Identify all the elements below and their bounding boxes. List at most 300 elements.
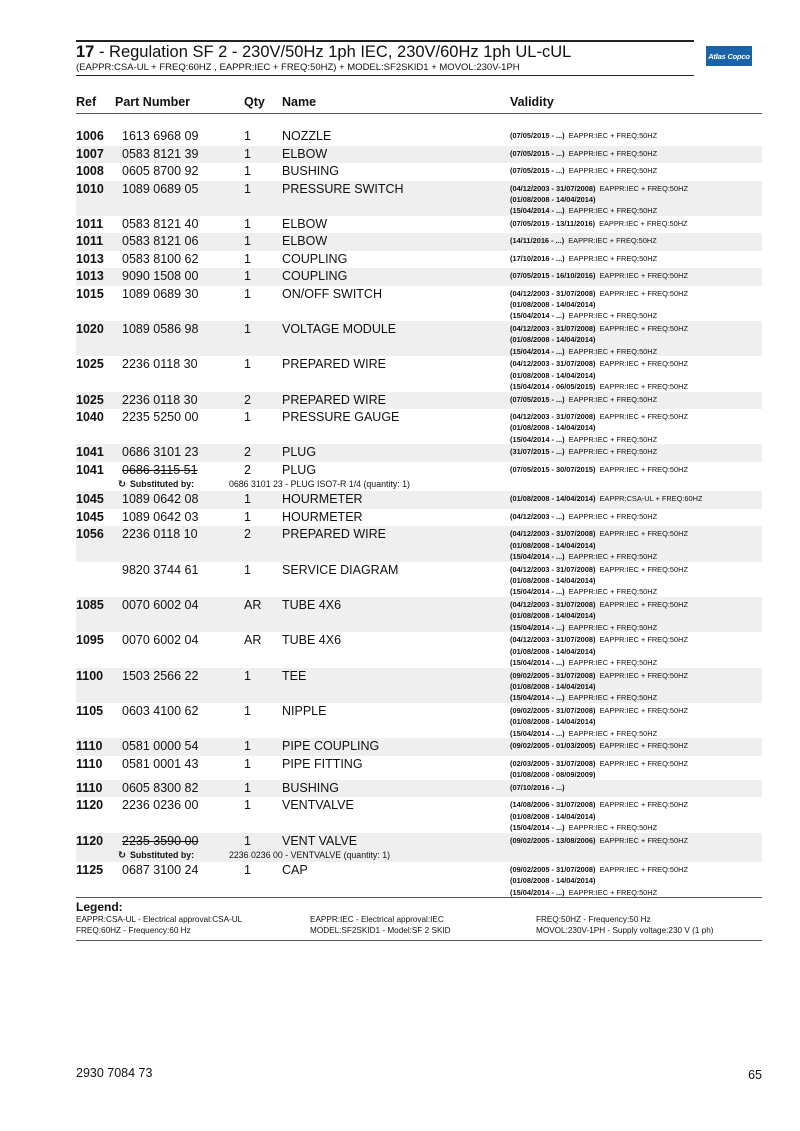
validity-line (510, 782, 569, 793)
validity-line (510, 716, 688, 727)
qty-cell: 1 (244, 251, 251, 266)
validity-date: (15/04/2014 - ...) (510, 587, 565, 597)
validity-date: (01/08/2008 - 14/04/2014) (510, 681, 596, 691)
validity-date: (01/08/2008 - 14/04/2014) (510, 194, 596, 204)
validity-line (510, 446, 657, 457)
name-cell: NIPPLE (282, 703, 327, 718)
validity-condition: EAPPR:IEC + FREQ:50HZ (568, 253, 658, 263)
validity-condition: EAPPR:IEC + FREQ:50HZ (568, 311, 658, 321)
part-number-cell: 0583 8121 39 (122, 146, 199, 161)
ref-cell: 1013 (76, 269, 104, 284)
validity-line (510, 358, 688, 369)
table-row (76, 526, 762, 561)
validity-date: (01/08/2008 - 14/04/2014) (510, 646, 596, 656)
part-number-cell: 2236 0236 00 (122, 798, 199, 813)
qty-cell: 1 (244, 780, 251, 795)
legend (76, 897, 762, 941)
qty-cell: 1 (244, 146, 251, 161)
atlas-copco-logo (706, 46, 752, 66)
validity-line (510, 270, 688, 281)
validity-line (510, 540, 688, 551)
validity-condition: EAPPR:IEC + FREQ:50HZ (568, 822, 658, 832)
name-cell: PREPARED WIRE (282, 357, 386, 372)
name-cell: COUPLING (282, 269, 348, 284)
page-subtitle: (EAPPR:CSA-UL + FREQ:60HZ , EAPPR:IEC + FREQ:50HZ) + MODEL:SF2SKID1 + MOVOL:230V-1PH (76, 62, 520, 73)
validity-cell (510, 130, 657, 141)
part-number-cell: 1089 0689 05 (122, 181, 199, 196)
table-row (76, 128, 762, 146)
validity-condition: EAPPR:IEC + FREQ:50HZ (568, 434, 658, 444)
table-row (76, 597, 762, 632)
table-row (76, 181, 762, 216)
validity-date: (15/04/2014 - ...) (510, 822, 565, 832)
table-row (76, 797, 762, 832)
part-number-cell: 2236 0118 30 (122, 392, 198, 407)
validity-line (510, 464, 688, 475)
part-number-cell: 0581 0001 43 (122, 756, 199, 771)
validity-condition: EAPPR:IEC + FREQ:50HZ (568, 148, 658, 158)
validity-cell (510, 446, 657, 457)
validity-date: (01/08/2008 - 14/04/2014) (510, 423, 596, 433)
validity-line (510, 411, 688, 422)
ref-cell: 1045 (76, 492, 104, 507)
validity-date: (07/05/2015 - ...) (510, 131, 565, 140)
validity-condition: EAPPR:IEC + FREQ:50HZ (599, 464, 688, 474)
validity-condition: EAPPR:IEC + FREQ:50HZ (599, 529, 688, 539)
validity-date: (07/05/2015 - 13/11/2016) (510, 218, 596, 228)
validity-date: (15/04/2014 - ...) (510, 311, 565, 321)
validity-condition: EAPPR:IEC + FREQ:50HZ (599, 835, 688, 845)
validity-date: (04/12/2003 - 31/07/2008) (510, 635, 596, 645)
validity-cell (510, 148, 657, 159)
part-number-cell: 1089 0586 98 (122, 322, 199, 337)
validity-line (510, 346, 688, 357)
validity-line (510, 511, 657, 522)
legend-item: FREQ:50HZ - Frequency:50 Hz (536, 915, 651, 924)
validity-date: (04/12/2003 - 31/07/2008) (510, 412, 596, 422)
substituted-by-label (118, 850, 194, 861)
validity-date: (09/02/2005 - 31/07/2008) (510, 705, 596, 715)
part-number-cell: 1089 0642 08 (122, 492, 199, 507)
legend-grid (76, 914, 762, 940)
ref-cell: 1125 (76, 863, 104, 878)
validity-cell (510, 670, 688, 704)
validity-date: (15/04/2014 - ...) (510, 346, 565, 356)
validity-cell (510, 183, 688, 217)
col-part-number: Part Number (115, 95, 191, 109)
name-cell: TUBE 4X6 (282, 598, 342, 613)
validity-cell (510, 493, 703, 504)
table-row (76, 632, 762, 667)
validity-line (510, 835, 688, 846)
validity-date: (15/04/2014 - ...) (510, 657, 565, 667)
part-number-cell: 2235 3590 00 (122, 833, 199, 848)
validity-condition: EAPPR:IEC + FREQ:50HZ (599, 359, 688, 369)
part-number-cell: 0583 8121 06 (122, 234, 199, 249)
validity-date: (07/05/2015 - ...) (510, 148, 565, 158)
table-header (76, 95, 762, 114)
validity-condition: EAPPR:IEC + FREQ:50HZ (568, 394, 658, 404)
part-number-cell: 9820 3744 61 (122, 562, 199, 577)
name-cell: PIPE FITTING (282, 756, 363, 771)
validity-line (510, 575, 688, 586)
validity-cell (510, 165, 657, 176)
validity-line (510, 692, 688, 703)
validity-line (510, 235, 657, 246)
validity-date: (07/05/2015 - 16/10/2016) (510, 271, 596, 281)
validity-date: (07/05/2015 - 30/07/2015) (510, 464, 596, 474)
qty-cell: 1 (244, 833, 251, 848)
validity-cell (510, 323, 688, 357)
name-cell: VENTVALVE (282, 798, 354, 813)
validity-condition: EAPPR:IEC + FREQ:50HZ (599, 758, 688, 768)
name-cell: PRESSURE SWITCH (282, 181, 404, 196)
part-number-cell: 0603 4100 62 (122, 703, 199, 718)
validity-cell (510, 564, 688, 598)
validity-condition: EAPPR:IEC + FREQ:50HZ (599, 324, 688, 334)
ref-cell: 1020 (76, 322, 104, 337)
validity-condition: EAPPR:IEC + FREQ:50HZ (599, 865, 688, 875)
validity-cell (510, 758, 688, 781)
part-number-cell: 9090 1508 00 (122, 269, 199, 284)
page-title (76, 43, 696, 62)
qty-cell: 1 (244, 164, 251, 178)
validity-line (510, 194, 688, 205)
legend-item: MOVOL:230V-1PH - Supply voltage:230 V (1 ph) (536, 926, 714, 935)
qty-cell: 1 (244, 492, 251, 507)
table-row (76, 409, 762, 444)
validity-date: (07/05/2015 - ...) (510, 394, 565, 404)
validity-line (510, 681, 688, 692)
qty-cell: 1 (244, 181, 251, 196)
validity-date: (14/08/2006 - 31/07/2008) (510, 800, 596, 810)
validity-line (510, 799, 688, 810)
part-number-cell: 1613 6968 09 (122, 129, 199, 143)
validity-cell (510, 782, 569, 793)
name-cell: ON/OFF SWITCH (282, 286, 382, 301)
validity-line (510, 875, 688, 886)
validity-condition: EAPPR:IEC + FREQ:50HZ (568, 622, 658, 632)
page-number: 65 (748, 1068, 762, 1082)
validity-condition: EAPPR:IEC + FREQ:50HZ (599, 800, 688, 810)
ref-cell: 1041 (76, 462, 104, 477)
col-name: Name (282, 95, 317, 109)
name-cell: PLUG (282, 462, 317, 477)
validity-cell (510, 740, 688, 751)
qty-cell: 1 (244, 129, 251, 143)
validity-date: (15/04/2014 - ...) (510, 552, 565, 562)
qty-cell: AR (244, 598, 262, 613)
validity-date: (15/04/2014 - ...) (510, 887, 565, 897)
validity-date: (01/08/2008 - 14/04/2014) (510, 811, 596, 821)
part-number-cell: 1089 0642 03 (122, 509, 199, 524)
validity-date: (14/11/2016 - ...) (510, 236, 565, 246)
name-cell: TEE (282, 668, 307, 683)
ref-cell: 1011 (76, 216, 104, 231)
qty-cell: AR (244, 633, 262, 648)
validity-cell (510, 705, 688, 739)
legend-top-rule (76, 897, 762, 898)
qty-cell: 2 (244, 392, 251, 407)
validity-date: (07/05/2015 - ...) (510, 166, 565, 175)
validity-condition: EAPPR:IEC + FREQ:50HZ (568, 131, 658, 140)
validity-date: (15/04/2014 - ...) (510, 693, 565, 703)
validity-date: (15/04/2014 - ...) (510, 728, 565, 738)
validity-date: (04/12/2003 - 31/07/2008) (510, 564, 596, 574)
substituted-label-text: Substituted by: (130, 479, 195, 490)
validity-line (510, 622, 688, 633)
table-row (76, 392, 762, 410)
validity-line (510, 811, 688, 822)
ref-cell: 1041 (76, 445, 104, 460)
table-row (76, 216, 762, 234)
name-cell: CAP (282, 863, 308, 878)
validity-line (510, 434, 688, 445)
validity-date: (17/10/2016 - ...) (510, 253, 565, 263)
validity-line (510, 551, 688, 562)
name-cell: BUSHING (282, 164, 339, 178)
ref-cell: 1110 (76, 756, 103, 771)
name-cell: HOURMETER (282, 492, 363, 507)
validity-line (510, 657, 688, 668)
validity-condition: EAPPR:IEC + FREQ:50HZ (568, 693, 658, 703)
logo-text: Atlas Copco (708, 51, 750, 61)
validity-date: (09/02/2005 - 13/08/2006) (510, 835, 596, 845)
qty-cell: 1 (244, 357, 251, 372)
validity-line (510, 370, 688, 381)
validity-cell (510, 511, 657, 522)
table-row (76, 163, 762, 181)
validity-line (510, 422, 688, 433)
validity-date: (01/08/2008 - 14/04/2014) (510, 611, 596, 621)
legend-item: EAPPR:IEC - Electrical approval:IEC (310, 915, 444, 924)
validity-line (510, 130, 657, 141)
validity-line (510, 599, 688, 610)
validity-date: (04/12/2003 - ...) (510, 511, 565, 521)
qty-cell: 1 (244, 863, 251, 878)
validity-condition: EAPPR:CSA-UL + FREQ:60HZ (599, 494, 703, 504)
validity-date: (04/12/2003 - 31/07/2008) (510, 183, 596, 193)
ref-cell: 1011 (76, 234, 104, 249)
part-number-cell: 0583 8100 62 (122, 251, 199, 266)
validity-cell (510, 411, 688, 445)
validity-cell (510, 799, 688, 833)
validity-date: (09/02/2005 - 31/07/2008) (510, 865, 596, 875)
validity-date: (04/12/2003 - 31/07/2008) (510, 359, 596, 369)
ref-cell: 1095 (76, 633, 104, 648)
refresh-icon: ↻ (118, 479, 126, 491)
validity-date: (01/08/2008 - 14/04/2014) (510, 494, 596, 504)
validity-condition: EAPPR:IEC + FREQ:50HZ (599, 564, 688, 574)
qty-cell: 1 (244, 286, 251, 301)
name-cell: PRESSURE GAUGE (282, 410, 400, 425)
ref-cell: 1085 (76, 598, 104, 613)
validity-condition: EAPPR:IEC + FREQ:50HZ (599, 741, 688, 751)
parts-table (76, 128, 762, 897)
validity-date: (09/02/2005 - 01/03/2005) (510, 741, 596, 751)
validity-date: (01/08/2008 - 14/04/2014) (510, 335, 596, 345)
ref-cell: 1040 (76, 410, 104, 425)
validity-condition: EAPPR:IEC + FREQ:50HZ (599, 288, 688, 298)
validity-line (510, 334, 688, 345)
table-row (76, 833, 762, 863)
ref-cell: 1007 (76, 146, 104, 161)
legend-bottom-rule (76, 940, 762, 941)
validity-cell (510, 288, 688, 322)
validity-line (510, 183, 688, 194)
validity-line (510, 728, 688, 739)
validity-cell (510, 270, 688, 281)
name-cell: VENT VALVE (282, 833, 358, 848)
validity-date: (01/08/2008 - 08/09/2009) (510, 770, 596, 780)
qty-cell: 2 (244, 445, 251, 460)
table-row (76, 146, 762, 164)
table-row (76, 251, 762, 269)
validity-cell (510, 358, 688, 392)
validity-line (510, 323, 688, 334)
legend-item: FREQ:60HZ - Frequency:60 Hz (76, 926, 191, 935)
validity-line (510, 634, 688, 645)
table-row (76, 668, 762, 703)
title-number: 17 (76, 43, 95, 61)
page-header (76, 40, 696, 76)
validity-condition: EAPPR:IEC + FREQ:50HZ (568, 236, 657, 246)
validity-condition: EAPPR:IEC + FREQ:50HZ (599, 600, 688, 610)
validity-cell (510, 599, 688, 633)
validity-condition: EAPPR:IEC + FREQ:50HZ (599, 271, 688, 281)
validity-cell (510, 835, 688, 846)
name-cell: PLUG (282, 445, 317, 460)
name-cell: NOZZLE (282, 129, 332, 143)
table-row (76, 562, 762, 597)
table-row (76, 780, 762, 798)
substituted-by-label (118, 479, 194, 490)
name-cell: VOLTAGE MODULE (282, 322, 397, 337)
validity-date: (15/04/2014 - ...) (510, 434, 565, 444)
validity-line (510, 299, 688, 310)
ref-cell: 1008 (76, 164, 104, 178)
substitute-part-text: 2236 0236 00 - VENTVALVE (quantity: 1) (229, 850, 391, 861)
name-cell: PREPARED WIRE (282, 527, 386, 542)
validity-date: (01/08/2008 - 14/04/2014) (510, 300, 596, 310)
validity-line (510, 586, 688, 597)
table-row (76, 268, 762, 286)
name-cell: PIPE COUPLING (282, 739, 380, 754)
qty-cell: 1 (244, 756, 251, 771)
document-number: 2930 7084 73 (76, 1066, 153, 1080)
name-cell: ELBOW (282, 216, 328, 231)
part-number-cell: 0070 6002 04 (122, 633, 199, 648)
validity-condition: EAPPR:IEC + FREQ:50HZ (568, 552, 658, 562)
part-number-cell: 0686 3101 23 (122, 445, 199, 460)
validity-condition: EAPPR:IEC + FREQ:50HZ (599, 183, 688, 193)
validity-line (510, 310, 688, 321)
ref-cell: 1105 (76, 703, 104, 718)
validity-line (510, 205, 688, 216)
validity-line (510, 218, 688, 229)
validity-date: (15/04/2014 - ...) (510, 622, 565, 632)
validity-condition: EAPPR:IEC + FREQ:50HZ (568, 657, 658, 667)
part-number-cell: 0687 3100 24 (122, 863, 199, 878)
legend-item: EAPPR:CSA-UL - Electrical approval:CSA-UL (76, 915, 243, 924)
validity-condition: EAPPR:IEC + FREQ:50HZ (568, 587, 658, 597)
validity-condition: EAPPR:IEC + FREQ:50HZ (568, 346, 658, 356)
ref-cell: 1100 (76, 668, 104, 683)
part-number-cell: 0605 8700 92 (122, 164, 199, 178)
ref-cell: 1120 (76, 833, 104, 848)
validity-condition: EAPPR:IEC + FREQ:50HZ (568, 206, 658, 216)
validity-line (510, 253, 657, 264)
validity-line (510, 165, 657, 176)
ref-cell: 1025 (76, 357, 104, 372)
part-number-cell: 0605 8300 82 (122, 780, 199, 795)
validity-date: (02/03/2005 - 31/07/2008) (510, 758, 596, 768)
table-row (76, 738, 762, 756)
ref-cell: 1010 (76, 181, 104, 196)
table-row (76, 703, 762, 738)
validity-line (510, 705, 688, 716)
validity-line (510, 394, 657, 405)
qty-cell: 1 (244, 798, 251, 813)
title-text: - Regulation SF 2 - 230V/50Hz 1ph IEC, 230V/60Hz 1ph UL-cUL (94, 43, 572, 61)
validity-cell (510, 464, 688, 475)
col-validity: Validity (510, 95, 554, 109)
validity-date: (01/08/2008 - 14/04/2014) (510, 370, 596, 380)
validity-line (510, 381, 688, 392)
validity-line (510, 646, 688, 657)
part-number-cell: 2236 0118 30 (122, 357, 198, 372)
qty-cell: 1 (244, 410, 251, 425)
name-cell: COUPLING (282, 251, 348, 266)
col-qty: Qty (244, 95, 265, 109)
validity-line (510, 758, 688, 769)
qty-cell: 1 (244, 739, 251, 754)
validity-date: (15/04/2014 - ...) (510, 206, 565, 216)
table-row (76, 286, 762, 321)
ref-cell: 1110 (76, 780, 103, 795)
validity-line (510, 769, 688, 780)
validity-condition: EAPPR:IEC + FREQ:50HZ (568, 511, 658, 521)
validity-date: (09/02/2005 - 31/07/2008) (510, 670, 596, 680)
validity-condition: EAPPR:IEC + FREQ:50HZ (568, 447, 658, 457)
qty-cell: 1 (244, 703, 251, 718)
validity-date: (04/12/2003 - 31/07/2008) (510, 600, 596, 610)
validity-date: (15/04/2014 - 06/05/2015) (510, 381, 596, 391)
validity-cell (510, 253, 657, 264)
qty-cell: 1 (244, 216, 251, 231)
refresh-icon: ↻ (118, 850, 126, 862)
qty-cell: 1 (244, 269, 251, 284)
validity-condition: EAPPR:IEC + FREQ:50HZ (568, 728, 658, 738)
substitute-part-text: 0686 3101 23 - PLUG ISO7-R 1/4 (quantity: 1) (229, 479, 410, 490)
validity-date: (01/08/2008 - 14/04/2014) (510, 540, 596, 550)
part-number-cell: 1089 0689 30 (122, 286, 199, 301)
validity-date: (04/12/2003 - 31/07/2008) (510, 529, 596, 539)
validity-cell (510, 235, 657, 246)
validity-condition: EAPPR:IEC + FREQ:50HZ (599, 381, 688, 391)
name-cell: SERVICE DIAGRAM (282, 562, 399, 577)
ref-cell: 1015 (76, 286, 104, 301)
name-cell: TUBE 4X6 (282, 633, 342, 648)
legend-item: MODEL:SF2SKID1 - Model:SF 2 SKID (310, 926, 451, 935)
validity-condition: EAPPR:IEC + FREQ:50HZ (599, 635, 688, 645)
validity-date: (04/12/2003 - 31/07/2008) (510, 288, 596, 298)
name-cell: BUSHING (282, 780, 339, 795)
name-cell: ELBOW (282, 146, 328, 161)
validity-line (510, 493, 703, 504)
table-row (76, 462, 762, 492)
validity-date: (07/10/2016 - ...) (510, 782, 565, 792)
